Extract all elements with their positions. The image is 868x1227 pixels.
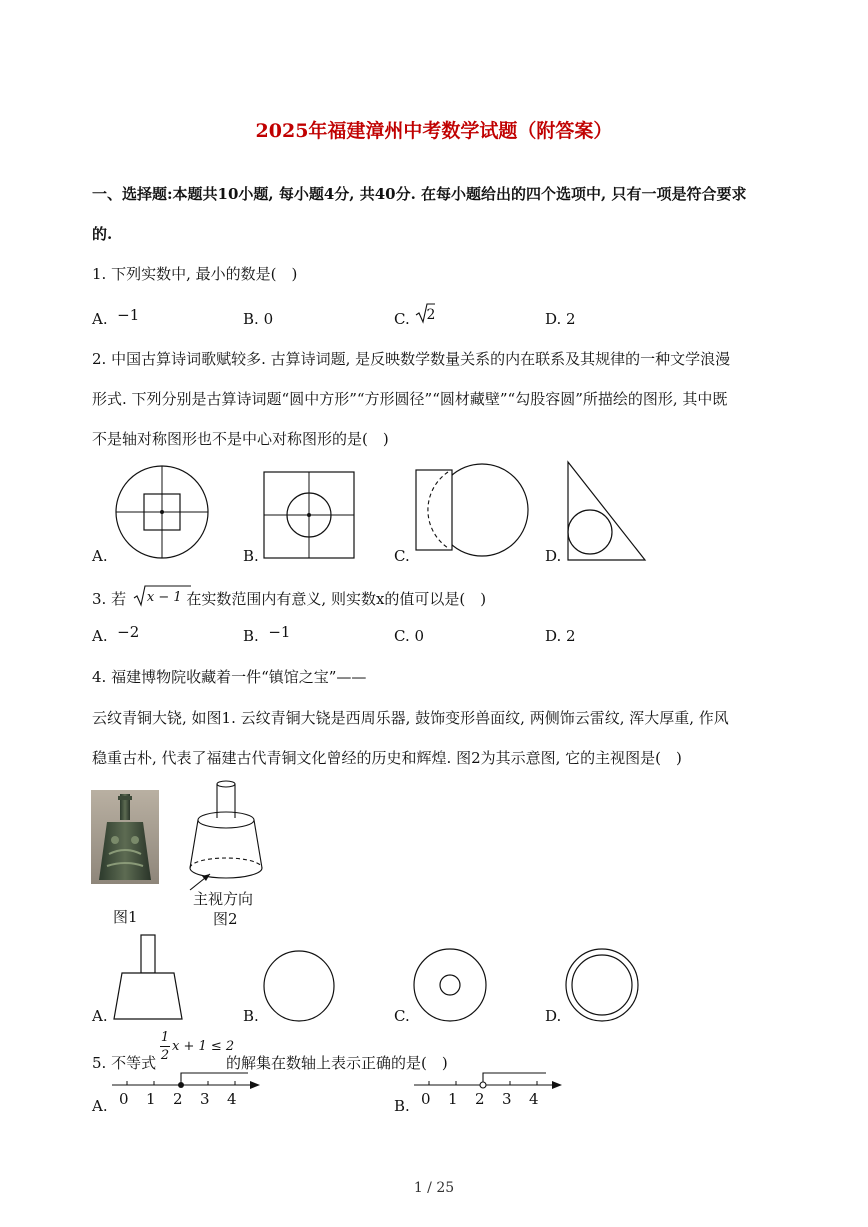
q2-figure-d — [566, 460, 648, 562]
question-2-line2: 形式. 下列分别是古算诗词题“圆中方形”“方形圆径”“圆材藏壁”“勾股容圆”所描绘的图形, 其中既 — [92, 390, 728, 408]
page-number: 1 / 25 — [413, 1180, 455, 1196]
question-3-stem: 3. 若 x − 1 在实数范围内有意义, 则实数x的值可以是( ) — [92, 588, 486, 609]
figure-1-caption: 图1 — [113, 908, 138, 926]
sqrt-expression: x − 1 — [133, 590, 182, 608]
q4-figure-c — [412, 947, 490, 1025]
question-5-prefix: 5. 不等式 — [92, 1054, 157, 1072]
bronze-bell-photo — [91, 790, 159, 884]
q4-option-d[interactable]: D. — [545, 1007, 562, 1025]
q1-option-b[interactable]: B. 0 — [243, 310, 274, 328]
q4-figure-b — [262, 949, 338, 1025]
question-4-line3: 稳重古朴, 代表了福建古代青铜文化曾经的历史和辉煌. 图2为其示意图, 它的主视图是( ) — [92, 749, 682, 767]
question-5-suffix: 的解集在数轴上表示正确的是( ) — [226, 1054, 448, 1072]
q2-figure-a — [108, 466, 218, 564]
question-4-line1: 4. 福建博物院收藏着一件“镇馆之宝”—— — [92, 668, 367, 686]
q4-option-b[interactable]: B. — [243, 1007, 259, 1025]
q4-figure-a — [112, 933, 190, 1023]
question-4-line2: 云纹青铜大铙, 如图1. 云纹青铜大铙是西周乐器, 鼓饰变形兽面纹, 两侧饰云雷纹, 浑大厚重, 作风 — [92, 709, 729, 727]
q3-option-a[interactable]: A. −2 — [92, 623, 140, 645]
bell-schematic — [180, 778, 270, 896]
q4-option-a[interactable]: A. — [92, 1007, 108, 1025]
q2-option-d[interactable]: D. — [545, 547, 562, 565]
view-direction-label: 主视方向 — [193, 890, 254, 908]
number-line-a-ticks: 0 1 2 3 4 — [119, 1090, 237, 1108]
q3-option-d[interactable]: D. 2 — [545, 627, 576, 645]
figure-2-caption: 图2 — [213, 910, 238, 928]
q1-option-a[interactable]: A. −1 — [92, 306, 140, 328]
q3-option-c[interactable]: C. 0 — [394, 627, 425, 645]
number-line-b-ticks: 0 1 2 3 4 — [421, 1090, 539, 1108]
question-1-stem: 1. 下列实数中, 最小的数是( ) — [92, 265, 298, 283]
sqrt-symbol: 2 — [415, 305, 436, 323]
q4-option-c[interactable]: C. — [394, 1007, 410, 1025]
q2-figure-c — [412, 464, 534, 560]
q4-figure-d — [564, 947, 642, 1025]
q5-option-b[interactable]: B. — [394, 1097, 410, 1115]
section-heading: 一、选择题:本题共10小题, 每小题4分, 共40分. 在每小题给出的四个选项中, 只有一项是符合要求 — [92, 185, 747, 203]
section-heading-cont: 的. — [92, 225, 113, 243]
question-2-line3: 不是轴对称图形也不是中心对称图形的是( ) — [92, 430, 389, 448]
q3-option-b[interactable]: B. −1 — [243, 623, 291, 645]
q5-option-a[interactable]: A. — [92, 1097, 108, 1115]
q1-option-c[interactable]: C. 2 — [394, 305, 435, 323]
question-2-line1: 2. 中国古算诗词歌赋较多. 古算诗词题, 是反映数学数量关系的内在联系及其规律的一种文学浪漫 — [92, 350, 731, 368]
q2-option-c[interactable]: C. — [394, 547, 410, 565]
q2-option-a[interactable]: A. — [92, 547, 108, 565]
page-title: 2025年福建漳州中考数学试题（附答案） — [255, 120, 613, 142]
q2-figure-b — [262, 470, 358, 562]
q1-option-d[interactable]: D. 2 — [545, 310, 576, 328]
q2-option-b[interactable]: B. — [243, 547, 259, 565]
